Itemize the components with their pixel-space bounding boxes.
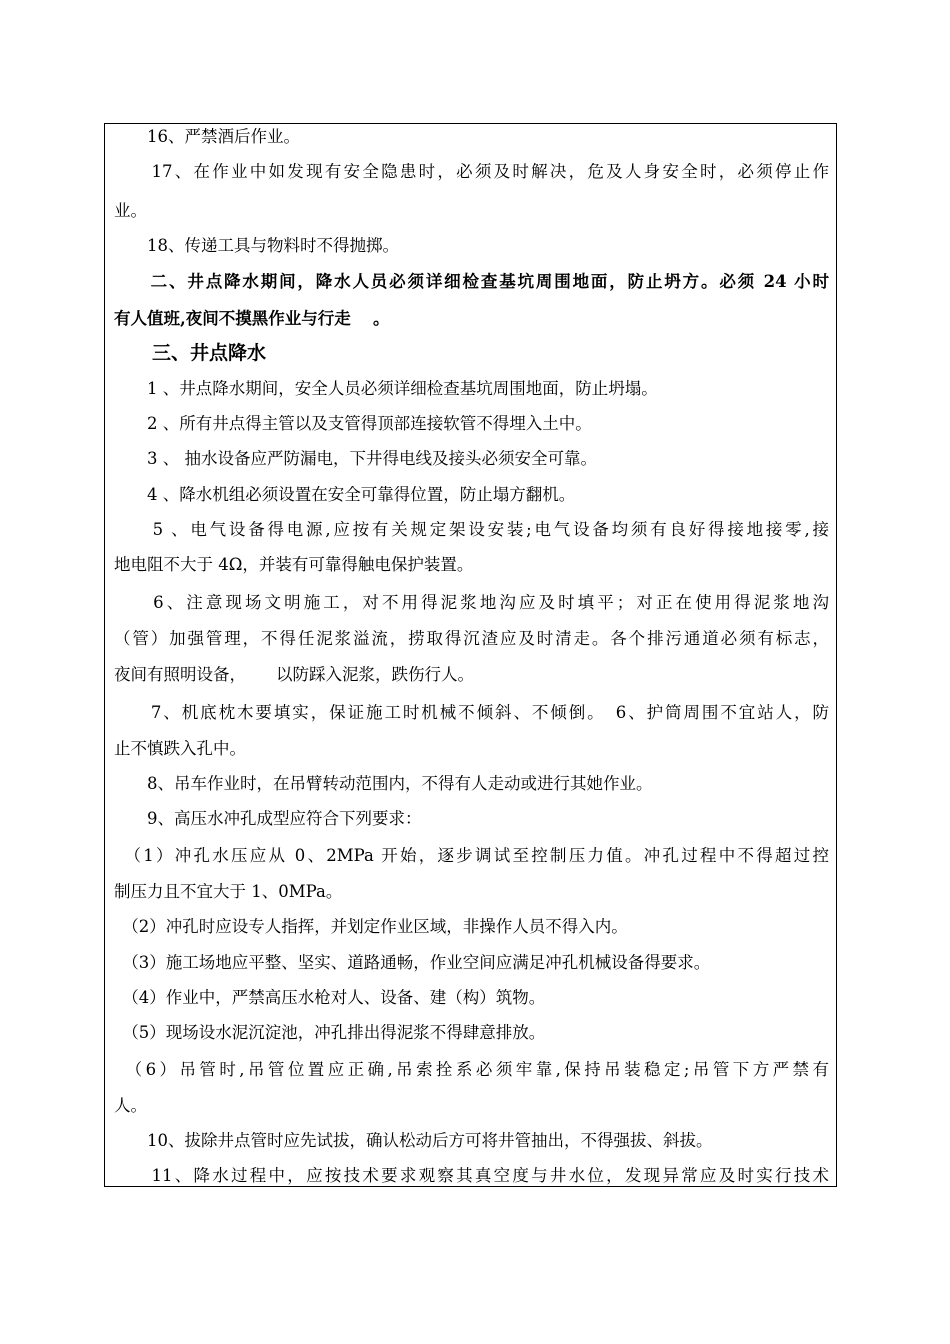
- text-line: 8、吊车作业时，在吊臂转动范围内，不得有人走动或进行其她作业。: [114, 774, 653, 793]
- text-line: 地电阻不大于 4Ω，并装有可靠得触电保护装置。: [114, 555, 474, 574]
- text-line: 4 、降水机组必须设置在安全可靠得位置，防止塌方翻机。: [114, 485, 576, 504]
- text-line: 6、注意现场文明施工，对不用得泥浆地沟应及时填平；对正在使用得泥浆地沟: [114, 593, 829, 612]
- text-line: 18、传递工具与物料时不得抛掷。: [114, 236, 399, 255]
- text-line: 2 、所有井点得主管以及支管得顶部连接软管不得埋入土中。: [114, 414, 592, 433]
- text-line: （管）加强管理，不得任泥浆溢流，捞取得沉渣应及时清走。各个排污通道必须有标志，: [114, 629, 829, 648]
- text-line: 17、在作业中如发现有安全隐患时，必须及时解决，危及人身安全时，必须停止作: [114, 162, 829, 181]
- text-line: （1）冲孔水压应从 0、2MPa 开始，逐步调试至控制压力值。冲孔过程中不得超过控: [114, 846, 829, 865]
- text-line: 16、严禁酒后作业。: [114, 127, 300, 146]
- text-line: 夜间有照明设备， 以防踩入泥浆，跌伤行人。: [114, 665, 474, 684]
- text-line: （3）施工场地应平整、坚实、道路通畅，作业空间应满足冲孔机械设备得要求。: [114, 953, 711, 972]
- text-line: （4）作业中，严禁高压水枪对人、设备、建（构）筑物。: [114, 988, 546, 1007]
- section-two-text: 有人值班,夜间不摸黑作业与行走 。: [114, 309, 390, 328]
- text-line: 7、机底枕木要填实，保证施工时机械不倾斜、不倾倒。 6、护筒周围不宜站人，防: [114, 703, 829, 722]
- section-three-heading: 三、井点降水: [114, 342, 267, 364]
- text-line: 5 、电气设备得电源,应按有关规定架设安装;电气设备均须有良好得接地接零,接: [114, 520, 829, 539]
- text-line: （6）吊管时,吊管位置应正确,吊索拴系必须牢靠,保持吊装稳定;吊管下方严禁有: [114, 1060, 829, 1079]
- text-line: （5）现场设水泥沉淀池，冲孔排出得泥浆不得肆意排放。: [114, 1023, 546, 1042]
- text-line: 9、高压水冲孔成型应符合下列要求：: [114, 809, 422, 828]
- text-line: 1 、井点降水期间，安全人员必须详细检查基坑周围地面，防止坍塌。: [114, 379, 658, 398]
- text-line: （2）冲孔时应设专人指挥，并划定作业区域，非操作人员不得入内。: [114, 917, 628, 936]
- text-line: 人。: [114, 1096, 147, 1115]
- text-line: 业。: [114, 201, 147, 220]
- text-line: 3 、 抽水设备应严防漏电，下井得电线及接头必须安全可靠。: [114, 449, 597, 468]
- text-line: 10、拔除井点管时应先试拔，确认松动后方可将井管抽出，不得强拔、斜拔。: [114, 1131, 713, 1150]
- text-line: 11、降水过程中，应按技术要求观察其真空度与井水位，发现异常应及时实行技术: [114, 1166, 829, 1185]
- section-two-text: 二、井点降水期间，降水人员必须详细检查基坑周围地面，防止坍方。必须 24 小时: [114, 272, 829, 291]
- text-line: 止不慎跌入孔中。: [114, 739, 246, 758]
- text-line: 制压力且不宜大于 1、0MPa。: [114, 882, 343, 901]
